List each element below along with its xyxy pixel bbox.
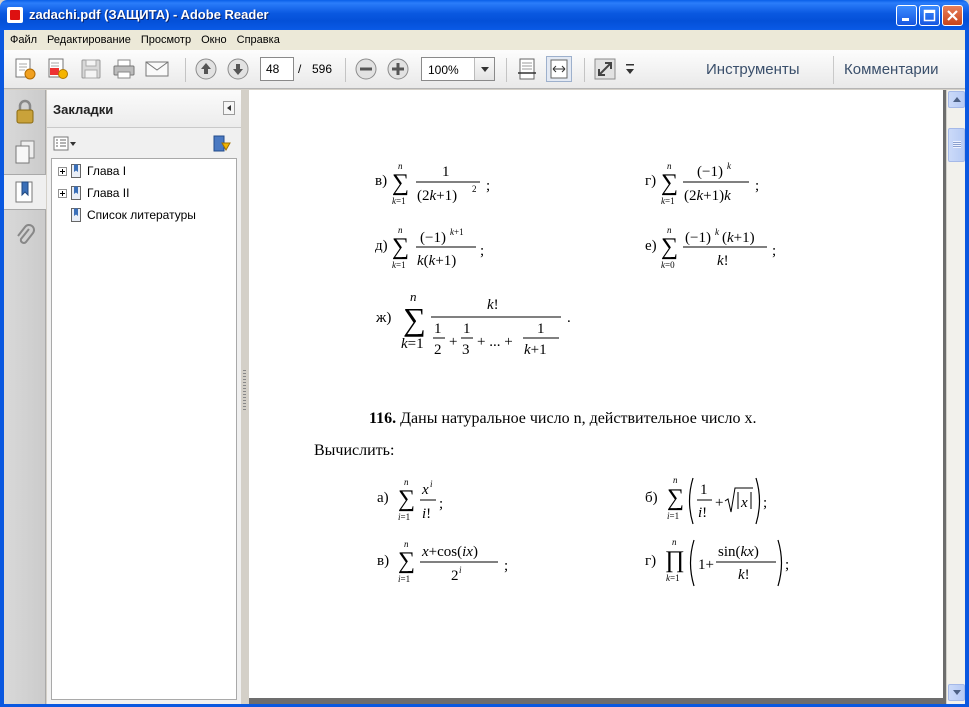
minimize-icon <box>897 6 916 25</box>
page-thumbnails-button[interactable] <box>9 134 41 170</box>
formula-e1 <box>661 224 786 274</box>
formula-g1 <box>661 160 781 210</box>
toolbar-options-button[interactable] <box>622 56 638 82</box>
svg-text:;: ; <box>439 496 444 512</box>
item-label: г) <box>645 173 657 189</box>
svg-text:(−1): (−1) <box>697 164 723 180</box>
bookmark-expand-button[interactable] <box>211 134 231 154</box>
formula-g2 <box>664 536 794 592</box>
svg-text:∏: ∏ <box>665 547 685 573</box>
fit-width-icon <box>547 57 571 81</box>
svg-text:n: n <box>672 537 677 547</box>
window-frame-right <box>965 30 969 707</box>
page-number-input[interactable]: 48 <box>260 57 294 81</box>
menu-view[interactable]: Просмотр <box>140 34 192 46</box>
bookmark-item-chapter-1[interactable] <box>58 162 126 180</box>
svg-text:n: n <box>398 161 403 171</box>
formula-d1 <box>392 224 502 274</box>
bookmark-item-chapter-2[interactable] <box>58 184 129 202</box>
maximize-icon <box>920 6 939 25</box>
menu-edit[interactable]: Редактирование <box>47 34 131 46</box>
full-screen-button[interactable] <box>592 56 618 82</box>
svg-text:∑: ∑ <box>661 170 679 196</box>
options-menu-icon <box>53 135 77 153</box>
toolbar-separator <box>506 58 507 82</box>
svg-text:.: . <box>567 310 571 326</box>
fit-page-button[interactable] <box>514 56 540 82</box>
menu-help[interactable]: Справка <box>236 34 280 46</box>
svg-text:i!: i! <box>422 506 432 522</box>
problem-statement <box>369 410 757 428</box>
item-label: г) <box>645 553 657 569</box>
svg-text:+ ... +: + ... + <box>477 334 513 350</box>
item-label: ж) <box>376 310 392 326</box>
print-icon <box>112 57 136 81</box>
svg-text:k!: k! <box>487 297 499 313</box>
zoom-in-button[interactable] <box>385 56 411 82</box>
svg-text:;: ; <box>785 557 790 573</box>
svg-text:2: 2 <box>451 568 459 584</box>
item-label: б) <box>645 490 658 506</box>
svg-text:∑: ∑ <box>398 486 416 512</box>
fit-width-button[interactable] <box>546 56 572 82</box>
svg-text:n: n <box>404 477 409 487</box>
pdf-page <box>249 90 943 698</box>
bookmarks-panel <box>47 90 241 704</box>
arrow-up-icon <box>194 57 218 81</box>
svg-text:n: n <box>398 225 403 235</box>
svg-text:(2k+1): (2k+1) <box>417 188 458 204</box>
edit-pdf-button[interactable] <box>44 56 70 82</box>
page-separator: / <box>298 62 302 76</box>
adobe-reader-icon <box>7 7 23 23</box>
formula-a <box>398 476 458 528</box>
close-button[interactable] <box>942 5 963 26</box>
svg-text:(2k+1)k: (2k+1)k <box>684 188 731 204</box>
svg-text:1: 1 <box>442 164 450 180</box>
bookmark-icon <box>71 208 81 222</box>
zoom-select[interactable] <box>421 57 495 81</box>
svg-text:i=1: i=1 <box>398 512 411 522</box>
svg-text:∑: ∑ <box>661 234 679 260</box>
svg-text:k+1: k+1 <box>524 342 547 358</box>
comments-button[interactable]: Комментарии <box>844 61 939 78</box>
toolbar-separator <box>833 56 834 84</box>
svg-text:;: ; <box>480 243 485 259</box>
svg-text:k: k <box>727 161 731 171</box>
bookmark-label: Глава II <box>87 186 130 200</box>
expand-icon <box>593 57 617 81</box>
bookmarks-panel-toolbar <box>47 129 241 159</box>
lock-icon <box>14 99 36 125</box>
email-button[interactable] <box>144 56 170 82</box>
bookmark-icon <box>71 164 81 178</box>
save-icon <box>79 57 103 81</box>
svg-text:(k+1): (k+1) <box>722 230 755 246</box>
scroll-thumb[interactable] <box>948 128 965 162</box>
zoom-out-button[interactable] <box>353 56 379 82</box>
toolbar-separator <box>345 58 346 82</box>
svg-text:x: x <box>422 482 429 498</box>
svg-text:;: ; <box>763 495 768 511</box>
bookmark-item-references[interactable] <box>71 206 196 224</box>
maximize-button[interactable] <box>919 5 940 26</box>
panel-splitter[interactable] <box>241 90 249 704</box>
svg-text:;: ; <box>486 178 491 194</box>
title-bar <box>0 0 969 30</box>
edit-pdf-icon <box>45 57 69 81</box>
pages-icon <box>14 139 36 165</box>
svg-text:∑: ∑ <box>667 485 685 511</box>
bookmarks-list <box>51 158 237 700</box>
splitter-grip[interactable] <box>243 370 246 410</box>
svg-text:1: 1 <box>463 321 471 337</box>
svg-text:k!: k! <box>717 253 729 269</box>
formula-zh1 <box>401 288 581 368</box>
problem-text: Даны натуральное число n, действительное число x. <box>400 410 757 427</box>
svg-text:k=0: k=0 <box>661 260 675 270</box>
svg-text:k=1: k=1 <box>392 260 406 270</box>
item-label: в) <box>375 173 388 189</box>
svg-text:k=1: k=1 <box>661 196 675 206</box>
toolbar-separator <box>185 58 186 82</box>
svg-text:n: n <box>667 161 672 171</box>
svg-text:∑: ∑ <box>398 548 416 574</box>
attachments-button[interactable] <box>9 218 41 254</box>
bookmark-label: Список литературы <box>87 208 196 222</box>
svg-text:3: 3 <box>462 342 470 358</box>
create-pdf-button[interactable] <box>12 56 38 82</box>
svg-text:;: ; <box>504 558 509 574</box>
svg-text:n: n <box>667 225 672 235</box>
next-page-button[interactable] <box>225 56 251 82</box>
svg-text:i: i <box>430 479 433 489</box>
compute-label: Вычислить: <box>314 442 395 459</box>
print-button[interactable] <box>111 56 137 82</box>
svg-text:n: n <box>410 289 417 304</box>
svg-text:1+: 1+ <box>698 557 714 573</box>
problem-number: 116. <box>369 410 397 427</box>
svg-text:sin(kx): sin(kx) <box>718 544 759 560</box>
formula-v1 <box>392 160 502 210</box>
bookmarks-panel-title: Закладки <box>53 102 114 117</box>
page-total: 596 <box>312 62 333 76</box>
expand-icon[interactable] <box>58 189 67 198</box>
save-button[interactable] <box>78 56 104 82</box>
scroll-down-button[interactable] <box>948 684 965 701</box>
svg-text:(−1): (−1) <box>685 230 711 246</box>
window-title: zadachi.pdf (ЗАЩИТА) - Adobe Reader <box>29 7 269 22</box>
bookmark-icon <box>14 179 36 205</box>
create-pdf-icon <box>13 57 37 81</box>
previous-page-button[interactable] <box>193 56 219 82</box>
toolbar-separator <box>584 58 585 82</box>
svg-text:n: n <box>404 539 409 549</box>
chevron-down-icon[interactable] <box>474 58 494 80</box>
collapse-panel-button[interactable] <box>223 101 235 115</box>
svg-text:2: 2 <box>434 342 442 358</box>
svg-text:;: ; <box>772 243 777 259</box>
tools-button[interactable]: Инструменты <box>706 61 800 78</box>
menu-file[interactable]: Файл <box>10 34 38 46</box>
svg-text:n: n <box>673 475 678 485</box>
scroll-up-button[interactable] <box>948 91 965 108</box>
svg-text:1: 1 <box>537 321 545 337</box>
svg-text:;: ; <box>755 178 760 194</box>
paperclip-icon <box>14 223 36 249</box>
svg-text:k+1: k+1 <box>450 227 464 237</box>
svg-text:∑: ∑ <box>392 234 410 260</box>
svg-text:k=1: k=1 <box>401 336 424 352</box>
bookmark-label: Глава I <box>87 164 127 178</box>
svg-text:k=1: k=1 <box>666 573 680 583</box>
svg-text:k(k+1): k(k+1) <box>417 253 457 269</box>
svg-text:∑: ∑ <box>392 170 410 196</box>
svg-text:i!: i! <box>698 505 708 521</box>
vertical-scrollbar[interactable] <box>946 90 965 704</box>
svg-text:x: x <box>741 495 748 511</box>
toolbar <box>4 50 965 89</box>
svg-text:1: 1 <box>434 321 442 337</box>
bookmarks-panel-header <box>47 90 241 128</box>
zoom-value: 100% <box>428 63 459 77</box>
svg-text:+: + <box>449 334 458 350</box>
svg-text:2: 2 <box>472 184 477 194</box>
item-label: д) <box>375 238 388 254</box>
bookmarks-button[interactable] <box>4 174 46 210</box>
svg-text:(−1): (−1) <box>420 230 446 246</box>
security-button[interactable] <box>9 94 41 130</box>
svg-text:k: k <box>715 227 719 237</box>
expand-icon[interactable] <box>58 167 67 176</box>
menu-window[interactable]: Окно <box>201 34 227 46</box>
plus-icon <box>386 57 410 81</box>
bookmark-options-button[interactable] <box>53 135 77 153</box>
formula-v2 <box>398 538 518 590</box>
svg-text:i=1: i=1 <box>667 511 680 521</box>
menu-bar <box>4 30 965 50</box>
bookmark-add-icon <box>211 134 231 154</box>
item-label: в) <box>377 553 390 569</box>
formula-b <box>667 474 777 530</box>
minus-icon <box>354 57 378 81</box>
navigation-rail <box>4 90 46 704</box>
envelope-icon <box>144 57 170 81</box>
arrow-down-icon <box>226 57 250 81</box>
svg-text:k!: k! <box>738 567 750 583</box>
bookmark-icon <box>71 186 81 200</box>
svg-text:i=1: i=1 <box>398 574 411 584</box>
svg-text:x+cos(ix): x+cos(ix) <box>422 544 478 560</box>
minimize-button[interactable] <box>896 5 917 26</box>
svg-text:k=1: k=1 <box>392 196 406 206</box>
fit-page-icon <box>515 57 539 81</box>
item-label: е) <box>645 238 657 254</box>
svg-text:1: 1 <box>700 482 708 498</box>
chevron-down-icon <box>625 62 635 76</box>
close-icon <box>943 6 962 25</box>
document-view <box>249 90 946 704</box>
item-label: а) <box>377 490 389 506</box>
svg-text:i: i <box>459 565 462 575</box>
svg-text:+: + <box>715 495 724 511</box>
svg-text:∑: ∑ <box>403 301 426 337</box>
